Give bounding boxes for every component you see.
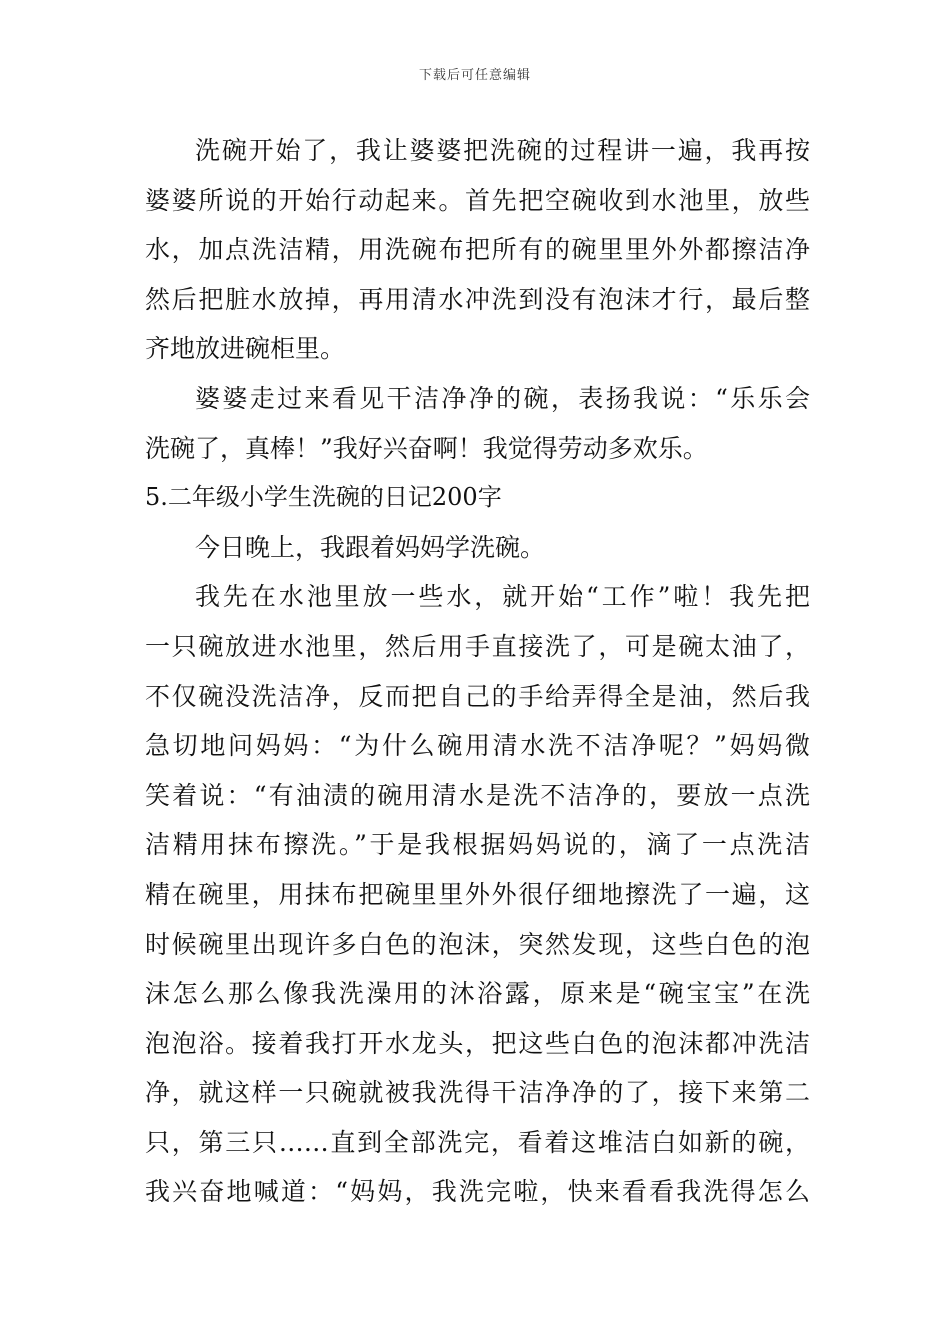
text-line: 不仅碗没洗洁净，反而把自己的手给弄得全是油，然后我 — [145, 681, 810, 711]
text-line: 时候碗里出现许多白色的泡沫，突然发现，这些白色的泡 — [145, 929, 810, 959]
text-line: 急切地问妈妈：“为什么碗用清水洗不洁净呢？”妈妈微 — [145, 731, 810, 761]
text-line: 精在碗里，用抹布把碗里里外外很仔细地擦洗了一遍，这 — [145, 879, 810, 909]
text-line: 洗碗开始了，我让婆婆把洗碗的过程讲一遍，我再按 — [195, 136, 810, 165]
text-line: 一只碗放进水池里，然后用手直接洗了，可是碗太油了， — [145, 631, 810, 661]
text-line: 婆婆所说的开始行动起来。首先把空碗收到水池里，放些 — [145, 185, 810, 215]
text-line: 笑着说：“有油渍的碗用清水是洗不洁净的，要放一点洗 — [145, 780, 810, 810]
text-line: 我兴奋地喊道：“妈妈，我洗完啦，快来看看我洗得怎么 — [145, 1177, 810, 1207]
text-line: 齐地放进碗柜里。 — [145, 334, 346, 364]
text-line: 泡泡浴。接着我打开水龙头，把这些白色的泡沫都冲洗洁 — [145, 1028, 810, 1058]
section-heading: 5.二年级小学生洗碗的日记200字 — [145, 483, 502, 512]
text-line: 水，加点洗洁精，用洗碗布把所有的碗里里外外都擦洁净 — [145, 235, 810, 265]
text-line: 沫怎么那么像我洗澡用的沐浴露，原来是“碗宝宝”在洗 — [145, 979, 810, 1009]
text-line: 只，第三只……直到全部洗完，看着这堆洁白如新的碗， — [145, 1127, 810, 1157]
text-line: 洗碗了，真棒！”我好兴奋啊！我觉得劳动多欢乐。 — [145, 433, 708, 463]
text-line: 净，就这样一只碗就被我洗得干洁净净的了，接下来第二 — [145, 1078, 810, 1108]
text-line: 然后把脏水放掉，再用清水冲洗到没有泡沫才行，最后整 — [145, 284, 810, 314]
text-line: 今日晚上，我跟着妈妈学洗碗。 — [195, 532, 546, 562]
text-line: 我先在水池里放一些水，就开始“工作”啦！我先把 — [195, 582, 810, 612]
text-line: 婆婆走过来看见干洁净净的碗，表扬我说：“乐乐会 — [195, 383, 810, 413]
text-line: 洁精用抹布擦洗。”于是我根据妈妈说的，滴了一点洗洁 — [145, 830, 810, 860]
document-body — [145, 126, 810, 1217]
page-header-note: 下载后可任意编辑 — [418, 68, 531, 83]
